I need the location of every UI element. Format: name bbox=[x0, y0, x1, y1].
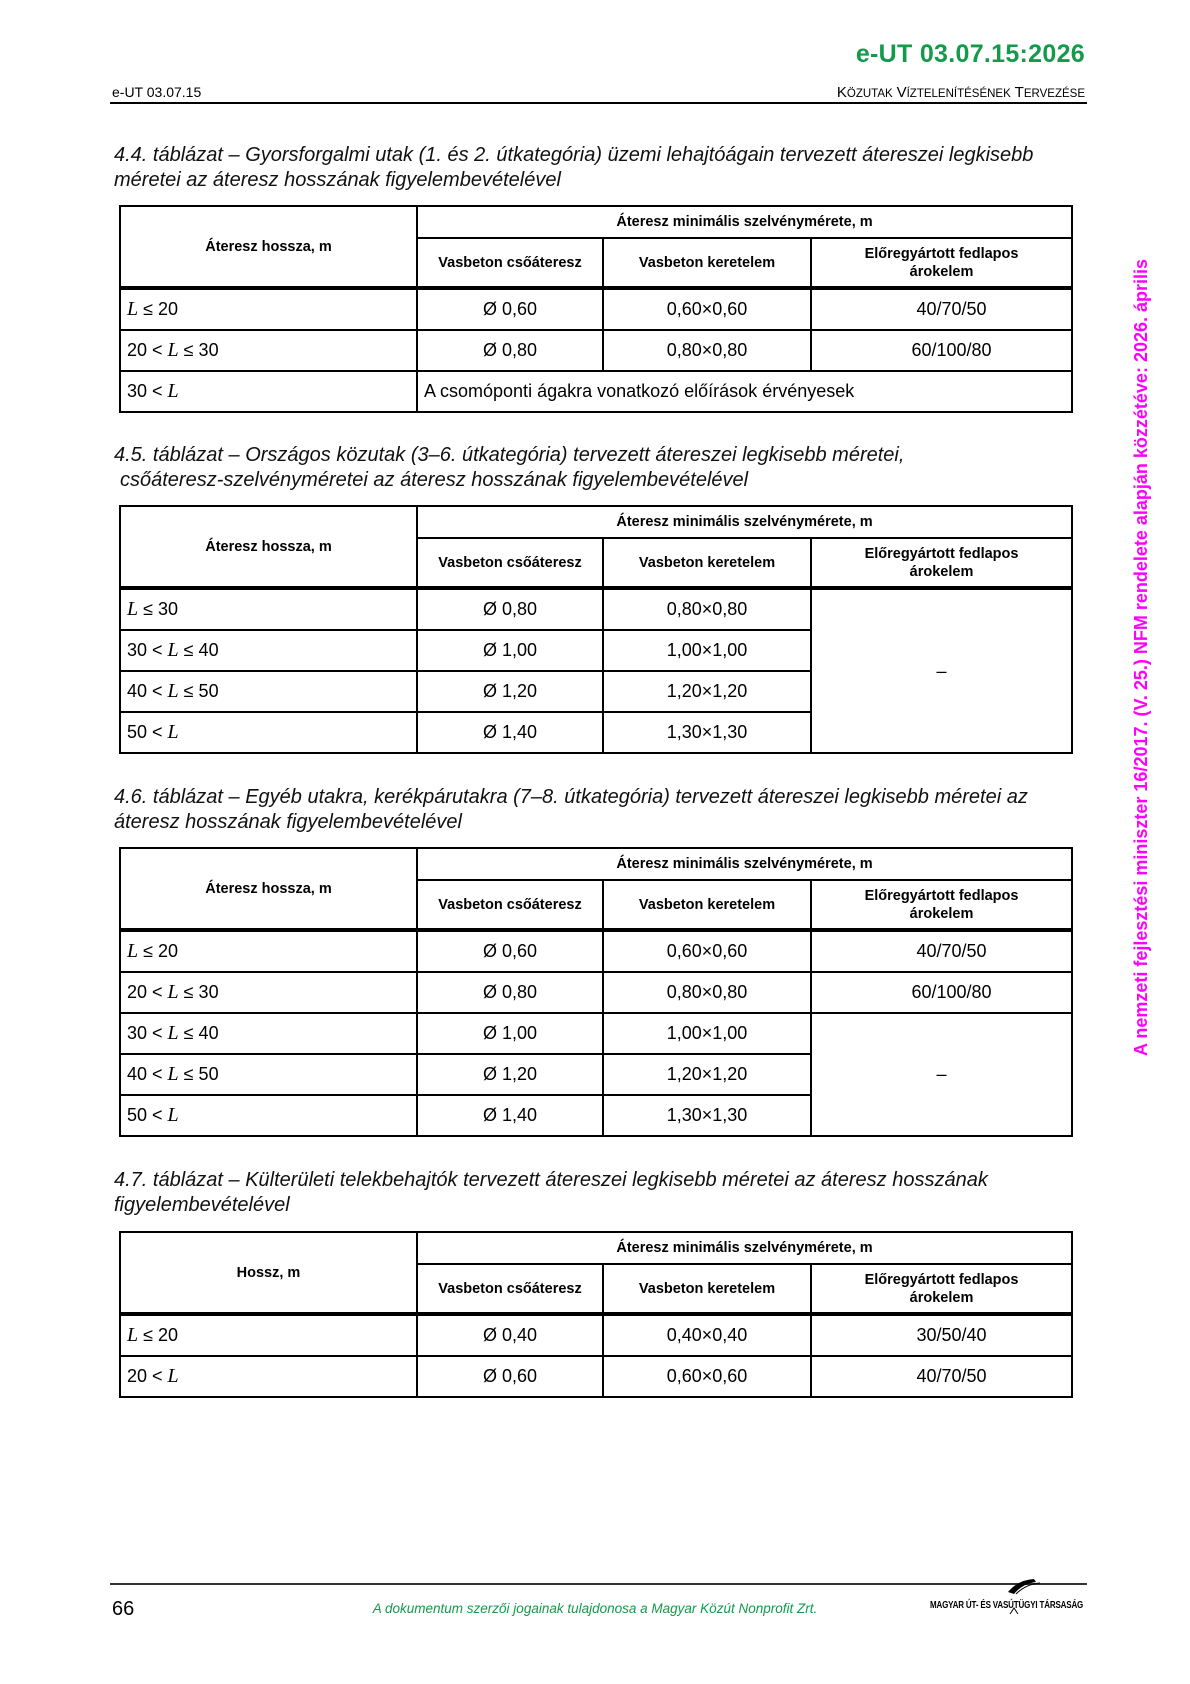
length-cell: L ≤ 20 bbox=[120, 1314, 417, 1356]
column-header-ditch-element: Előregyártott fedlapos árokelem bbox=[811, 538, 1072, 588]
column-header-length: Áteresz hossza, m bbox=[120, 506, 417, 588]
table-row bbox=[120, 1356, 1072, 1397]
length-cell: 30 < L bbox=[120, 371, 417, 412]
header-chapter-title: KÖZUTAK VÍZTELENÍTÉSÉNEK TERVEZÉSE bbox=[836, 84, 1085, 101]
frame-element-cell: 0,60×0,60 bbox=[603, 930, 811, 972]
column-header-length: Hossz, m bbox=[120, 1232, 417, 1314]
page-number: 66 bbox=[112, 1598, 135, 1620]
column-group-header: Áteresz minimális szelvénymérete, m bbox=[417, 848, 1072, 880]
ditch-element-cell: 40/70/50 bbox=[811, 1356, 1072, 1397]
length-cell: L ≤ 20 bbox=[120, 288, 417, 330]
frame-element-cell: 1,20×1,20 bbox=[603, 671, 811, 712]
column-group-header: Áteresz minimális szelvénymérete, m bbox=[417, 206, 1072, 238]
table-4-7 bbox=[119, 1231, 1073, 1398]
frame-element-cell: 1,00×1,00 bbox=[603, 630, 811, 671]
pipe-culvert-cell: Ø 1,40 bbox=[417, 712, 603, 753]
column-header-pipe-culvert: Vasbeton csőáteresz bbox=[417, 238, 603, 288]
ditch-element-cell: 40/70/50 bbox=[811, 288, 1072, 330]
table-row bbox=[120, 972, 1072, 1013]
junction-rules-note-cell: A csomóponti ágakra vonatkozó előírások érvényesek bbox=[417, 371, 1072, 412]
table-row bbox=[120, 1314, 1072, 1356]
table-4-5 bbox=[119, 505, 1073, 754]
length-cell: L ≤ 30 bbox=[120, 588, 417, 630]
pipe-culvert-cell: Ø 0,60 bbox=[417, 1356, 603, 1397]
length-cell: 50 < L bbox=[120, 1095, 417, 1136]
length-cell: 20 < L ≤ 30 bbox=[120, 972, 417, 1013]
document-code-title: e-UT 03.07.15:2026 bbox=[855, 40, 1085, 68]
column-header-ditch-element: Előregyártott fedlapos árokelem bbox=[811, 1264, 1072, 1314]
pipe-culvert-cell: Ø 0,80 bbox=[417, 972, 603, 1013]
ditch-element-cell: 40/70/50 bbox=[811, 930, 1072, 972]
publisher-logo bbox=[930, 1580, 1090, 1620]
ditch-element-cell: 60/100/80 bbox=[811, 330, 1072, 371]
copyright-notice: A dokumentum szerzői jogainak tulajdonosa a Magyar Közút Nonprofit Zrt. bbox=[372, 1601, 818, 1616]
length-cell: 40 < L ≤ 50 bbox=[120, 1054, 417, 1095]
table-caption-4-6: 4.6. táblázat – Egyéb utakra, kerékpárutakra (7–8. útkategória) tervezett átereszei legkisebb méretei az áteresz hosszának figyelembevételével bbox=[114, 786, 1028, 833]
ditch-element-cell: 60/100/80 bbox=[811, 972, 1072, 1013]
ditch-element-cell: 30/50/40 bbox=[811, 1314, 1072, 1356]
column-header-frame-element: Vasbeton keretelem bbox=[603, 538, 811, 588]
column-header-pipe-culvert: Vasbeton csőáteresz bbox=[417, 1264, 603, 1314]
publication-side-note: A nemzeti fejlesztési miniszter 16/2017. (V. 25.) NFM rendelete alapján közzétéve: 2026. április bbox=[1131, 258, 1151, 1056]
length-cell: 50 < L bbox=[120, 712, 417, 753]
column-header-ditch-element: Előregyártott fedlapos árokelem bbox=[811, 880, 1072, 930]
length-cell: 20 < L ≤ 30 bbox=[120, 330, 417, 371]
table-caption-4-7: 4.7. táblázat – Külterületi telekbehajtók tervezett átereszei legkisebb méretei az áteresz hosszának figyelembevételével bbox=[114, 1169, 988, 1216]
column-header-length: Áteresz hossza, m bbox=[120, 848, 417, 930]
length-cell: L ≤ 20 bbox=[120, 930, 417, 972]
length-cell: 40 < L ≤ 50 bbox=[120, 671, 417, 712]
column-header-pipe-culvert: Vasbeton csőáteresz bbox=[417, 538, 603, 588]
table-caption-4-4: 4.4. táblázat – Gyorsforgalmi utak (1. és 2. útkategória) üzemi lehajtóágain tervezett átereszei legkisebb méretei az áteresz hosszának figyelembevételével bbox=[114, 144, 1034, 191]
pipe-culvert-cell: Ø 0,80 bbox=[417, 588, 603, 630]
table-row bbox=[120, 330, 1072, 371]
table-caption-4-5: 4.5. táblázat – Országos közutak (3–6. útkategória) tervezett átereszei legkisebb méretei, csőáteresz-szelvényméretei az áteresz hosszának figyelembevételével bbox=[114, 444, 905, 491]
frame-element-cell: 1,30×1,30 bbox=[603, 1095, 811, 1136]
pipe-culvert-cell: Ø 0,40 bbox=[417, 1314, 603, 1356]
column-group-header: Áteresz minimális szelvénymérete, m bbox=[417, 506, 1072, 538]
column-group-header: Áteresz minimális szelvénymérete, m bbox=[417, 1232, 1072, 1264]
road-swoosh-logo-icon bbox=[930, 1578, 1090, 1618]
logo-text: MAGYAR ÚT- ÉS VASÚTÜGYI TÁRSASÁG bbox=[930, 1600, 1084, 1611]
table-row bbox=[120, 588, 1072, 630]
ditch-element-merged-cell: – bbox=[811, 1013, 1072, 1136]
column-header-pipe-culvert: Vasbeton csőáteresz bbox=[417, 880, 603, 930]
column-header-length: Áteresz hossza, m bbox=[120, 206, 417, 288]
pipe-culvert-cell: Ø 0,60 bbox=[417, 930, 603, 972]
table-row bbox=[120, 371, 1072, 412]
frame-element-cell: 0,40×0,40 bbox=[603, 1314, 811, 1356]
ditch-element-merged-cell: – bbox=[811, 588, 1072, 753]
frame-element-cell: 1,00×1,00 bbox=[603, 1013, 811, 1054]
frame-element-cell: 0,80×0,80 bbox=[603, 972, 811, 1013]
table-4-6 bbox=[119, 847, 1073, 1137]
length-cell: 20 < L bbox=[120, 1356, 417, 1397]
column-header-frame-element: Vasbeton keretelem bbox=[603, 238, 811, 288]
pipe-culvert-cell: Ø 0,60 bbox=[417, 288, 603, 330]
header-divider bbox=[110, 102, 1087, 104]
table-row bbox=[120, 930, 1072, 972]
column-header-ditch-element: Előregyártott fedlapos árokelem bbox=[811, 238, 1072, 288]
pipe-culvert-cell: Ø 1,00 bbox=[417, 630, 603, 671]
frame-element-cell: 0,60×0,60 bbox=[603, 1356, 811, 1397]
length-cell: 30 < L ≤ 40 bbox=[120, 630, 417, 671]
frame-element-cell: 1,30×1,30 bbox=[603, 712, 811, 753]
pipe-culvert-cell: Ø 1,20 bbox=[417, 1054, 603, 1095]
frame-element-cell: 0,80×0,80 bbox=[603, 588, 811, 630]
frame-element-cell: 0,80×0,80 bbox=[603, 330, 811, 371]
frame-element-cell: 1,20×1,20 bbox=[603, 1054, 811, 1095]
pipe-culvert-cell: Ø 1,40 bbox=[417, 1095, 603, 1136]
table-row bbox=[120, 1013, 1072, 1054]
pipe-culvert-cell: Ø 1,20 bbox=[417, 671, 603, 712]
table-4-4 bbox=[119, 205, 1073, 413]
column-header-frame-element: Vasbeton keretelem bbox=[603, 1264, 811, 1314]
header-doc-code: e-UT 03.07.15 bbox=[112, 84, 202, 100]
table-row bbox=[120, 288, 1072, 330]
column-header-frame-element: Vasbeton keretelem bbox=[603, 880, 811, 930]
frame-element-cell: 0,60×0,60 bbox=[603, 288, 811, 330]
pipe-culvert-cell: Ø 1,00 bbox=[417, 1013, 603, 1054]
pipe-culvert-cell: Ø 0,80 bbox=[417, 330, 603, 371]
length-cell: 30 < L ≤ 40 bbox=[120, 1013, 417, 1054]
